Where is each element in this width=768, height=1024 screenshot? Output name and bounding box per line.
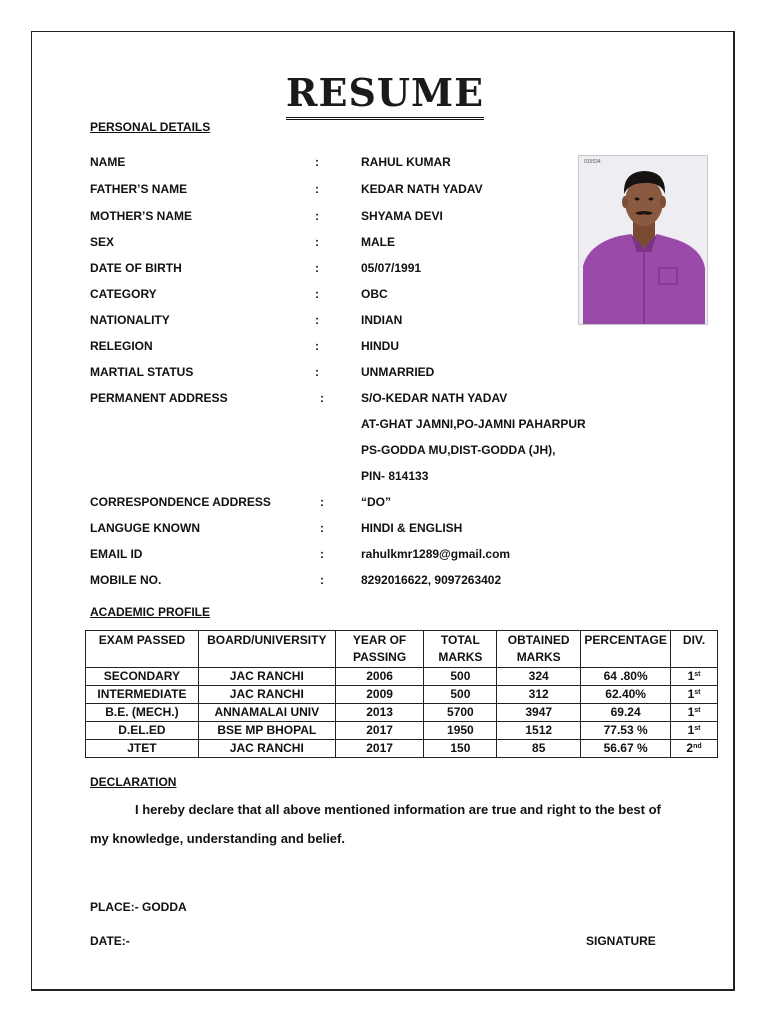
colon: : <box>315 339 319 353</box>
colon: : <box>315 261 319 275</box>
photo-tag: 015534 <box>584 159 601 165</box>
signature-label: SIGNATURE <box>586 934 656 948</box>
cell-percentage: 62.40% <box>581 686 671 704</box>
colon: : <box>315 365 319 379</box>
cell-total: 500 <box>424 686 497 704</box>
person-photo-illustration <box>579 156 708 325</box>
cell-exam: JTET <box>86 740 199 758</box>
cell-total: 5700 <box>424 704 497 722</box>
colon: : <box>315 182 319 196</box>
field-label: FATHER’S NAME <box>90 182 188 196</box>
division-number: 1 <box>687 705 695 719</box>
field-value: 05/07/1991 <box>361 261 422 275</box>
cell-percentage: 69.24 <box>581 704 671 722</box>
cell-obtained: 85 <box>497 740 581 758</box>
date-line: DATE:- <box>90 934 130 948</box>
cell-exam: SECONDARY <box>86 668 199 686</box>
colon: : <box>320 573 324 587</box>
cell-exam: D.EL.ED <box>86 722 199 740</box>
table-row <box>86 668 718 686</box>
division-suffix: st <box>694 689 701 696</box>
declaration-line-1: I hereby declare that all above mentioned information are true and right to the best of <box>135 802 661 817</box>
colon: : <box>320 521 324 535</box>
field-label: EMAIL ID <box>90 547 143 561</box>
cell-total: 150 <box>424 740 497 758</box>
cell-board: ANNAMALAI UNIV <box>198 704 335 722</box>
cell-obtained: 312 <box>497 686 581 704</box>
field-value: SHYAMA DEVI <box>361 209 443 223</box>
colon: : <box>315 287 319 301</box>
field-label: RELEGION <box>90 339 153 353</box>
cell-obtained: 1512 <box>497 722 581 740</box>
col-division: DIV. <box>671 631 718 668</box>
address-line-text: AT-GHAT JAMNI,PO-JAMNI PAHARPUR <box>361 417 586 431</box>
resume-title: RESUME <box>0 70 768 120</box>
cell-percentage: 64 .80% <box>581 668 671 686</box>
address-line-text: PIN- 814133 <box>361 469 429 483</box>
cell-division <box>671 704 718 722</box>
field-label: CATEGORY <box>90 287 157 301</box>
colon: : <box>320 547 324 561</box>
field-value: S/O-KEDAR NATH YADAV <box>361 391 508 405</box>
field-label: PERMANENT ADDRESS <box>90 391 228 405</box>
cell-board: JAC RANCHI <box>198 740 335 758</box>
declaration-line-2: my knowledge, understanding and belief. <box>90 831 345 846</box>
cell-year: 2017 <box>335 740 424 758</box>
field-value: rahulkmr1289@gmail.com <box>361 547 511 561</box>
table-row <box>86 686 718 704</box>
place-line: PLACE:- GODDA <box>90 900 187 914</box>
table-row <box>86 740 718 758</box>
field-value: “DO” <box>361 495 391 509</box>
division-number: 1 <box>687 669 695 683</box>
cell-year: 2013 <box>335 704 424 722</box>
field-value: MALE <box>361 235 395 249</box>
division-number: 1 <box>687 687 695 701</box>
table-row <box>86 704 718 722</box>
col-board-university: BOARD/UNIVERSITY <box>198 631 335 668</box>
cell-obtained: 324 <box>497 668 581 686</box>
colon: : <box>320 391 324 405</box>
field-label: CORRESPONDENCE ADDRESS <box>90 495 271 509</box>
cell-year: 2009 <box>335 686 424 704</box>
cell-board: JAC RANCHI <box>198 668 335 686</box>
col-exam-passed: EXAM PASSED <box>86 631 199 668</box>
academic-table <box>85 630 718 758</box>
cell-obtained: 3947 <box>497 704 581 722</box>
declaration-heading: DECLARATION <box>90 775 177 789</box>
col-percentage: PERCENTAGE <box>581 631 671 668</box>
field-label: NATIONALITY <box>90 313 170 327</box>
cell-year: 2017 <box>335 722 424 740</box>
cell-total: 500 <box>424 668 497 686</box>
cell-percentage: 77.53 % <box>581 722 671 740</box>
cell-year: 2006 <box>335 668 424 686</box>
cell-division <box>671 740 718 758</box>
division-suffix: nd <box>693 743 702 750</box>
division-suffix: st <box>694 707 701 714</box>
address-line-text: PS-GODDA MU,DIST-GODDA (JH), <box>361 443 556 457</box>
table-row <box>86 722 718 740</box>
cell-board: BSE MP BHOPAL <box>198 722 335 740</box>
division-suffix: st <box>694 725 701 732</box>
colon: : <box>315 209 319 223</box>
field-value: 8292016622, 9097263402 <box>361 573 502 587</box>
field-value: INDIAN <box>361 313 403 327</box>
field-value: UNMARRIED <box>361 365 435 379</box>
cell-board: JAC RANCHI <box>198 686 335 704</box>
field-value: HINDU <box>361 339 399 353</box>
cell-exam: INTERMEDIATE <box>86 686 199 704</box>
cell-percentage: 56.67 % <box>581 740 671 758</box>
colon: : <box>315 155 319 169</box>
col-year-of-passing: YEAR OF PASSING <box>335 631 424 668</box>
field-label: LANGUGE KNOWN <box>90 521 200 535</box>
cell-division <box>671 668 718 686</box>
cell-division <box>671 722 718 740</box>
field-label: SEX <box>90 235 115 249</box>
profile-photo <box>578 155 708 325</box>
colon: : <box>315 313 319 327</box>
col-obtained-marks: OBTAINED MARKS <box>497 631 581 668</box>
table-header-row <box>86 631 718 668</box>
field-label: DATE OF BIRTH <box>90 261 182 275</box>
cell-division <box>671 686 718 704</box>
personal-details-heading: PERSONAL DETAILS <box>90 120 211 134</box>
field-value: OBC <box>361 287 388 301</box>
division-number: 2 <box>686 741 694 755</box>
cell-exam: B.E. (MECH.) <box>86 704 199 722</box>
col-total-marks: TOTAL MARKS <box>424 631 497 668</box>
field-value: RAHUL KUMAR <box>361 155 451 169</box>
field-label: NAME <box>90 155 126 169</box>
division-suffix: st <box>694 671 701 678</box>
academic-profile-heading: ACADEMIC PROFILE <box>90 605 210 619</box>
field-label: MOBILE NO. <box>90 573 162 587</box>
colon: : <box>315 235 319 249</box>
colon: : <box>320 495 324 509</box>
field-value: KEDAR NATH YADAV <box>361 182 483 196</box>
field-value: HINDI & ENGLISH <box>361 521 463 535</box>
field-label: MOTHER’S NAME <box>90 209 192 223</box>
division-number: 1 <box>687 723 695 737</box>
field-label: MARTIAL STATUS <box>90 365 194 379</box>
cell-total: 1950 <box>424 722 497 740</box>
